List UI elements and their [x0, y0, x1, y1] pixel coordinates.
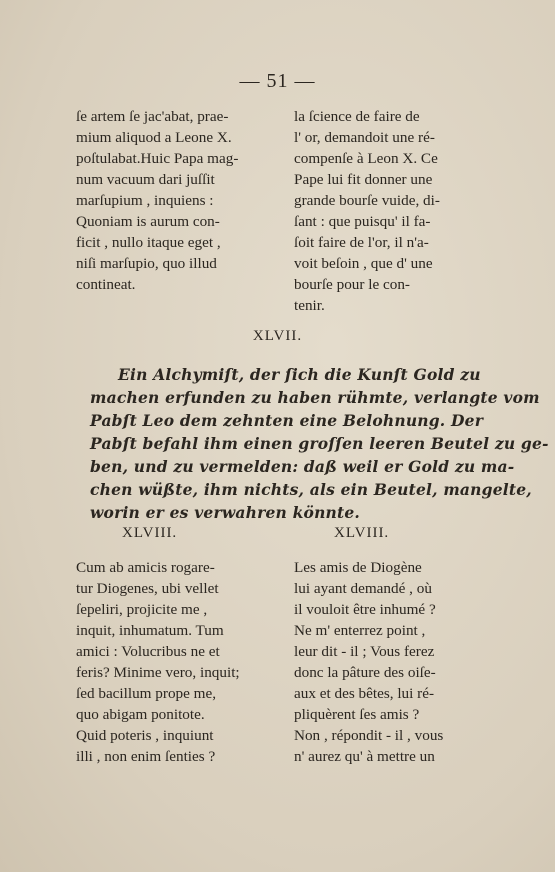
- text-line: niſi marſupio, quo illud: [76, 255, 217, 272]
- text-line: grande bourſe vuide, di-: [294, 192, 440, 209]
- text-line: amici : Volucribus ne et: [76, 643, 220, 660]
- text-line: mium aliquod a Leone X.: [76, 129, 232, 146]
- text-line: illi , non enim ſenties ?: [76, 748, 216, 765]
- text-line: ſe artem ſe jac'abat, prae-: [76, 108, 229, 125]
- text-line: feris? Minime vero, inquit;: [76, 664, 240, 681]
- french-column-47: [294, 106, 494, 316]
- text-line: l' or, demandoit une ré-: [294, 129, 435, 146]
- text-line: Quoniam is aurum con-: [76, 213, 220, 230]
- text-line: worin er es verwahren könnte.: [90, 503, 361, 522]
- text-line: Ne m' enterrez point ,: [294, 622, 426, 639]
- section-heading-48-french: XLVIII.: [334, 525, 390, 541]
- text-line: pliquèrent ſes amis ?: [294, 706, 420, 723]
- text-line: inquit, inhumatum. Tum: [76, 622, 224, 639]
- text-line: poſtulabat.Huic Papa mag-: [76, 150, 239, 167]
- text-line: num vacuum dari juſſit: [76, 171, 215, 188]
- text-line: donc la pâture des oiſe-: [294, 664, 436, 681]
- text-line: tenir.: [294, 297, 325, 314]
- text-line: Pape lui fit donner une: [294, 171, 433, 188]
- page-number: — 51 —: [239, 70, 316, 92]
- text-line: voit beſoin , que d' une: [294, 255, 433, 272]
- latin-column-48: [76, 557, 266, 767]
- text-line: Cum ab amicis rogare-: [76, 559, 215, 576]
- german-paragraph-47: [90, 363, 549, 524]
- text-line: contineat.: [76, 276, 136, 293]
- text-line: ſepeliri, projicite me ,: [76, 601, 208, 618]
- section-heading-47: XLVII.: [252, 328, 303, 344]
- text-line: ſoit faire de l'or, il n'a-: [294, 234, 429, 251]
- text-line: chen wüßte, ihm nichts, als ein Beutel, mangelte,: [90, 480, 532, 499]
- text-line: la ſcience de faire de: [294, 108, 420, 125]
- text-line: quo abigam ponitote.: [76, 706, 205, 723]
- text-line: bourſe pour le con-: [294, 276, 410, 293]
- text-line: ſed bacillum prope me,: [76, 685, 217, 702]
- text-line: compenſe à Leon X. Ce: [294, 150, 438, 167]
- text-line: marſupium , inquiens :: [76, 192, 214, 209]
- text-line: tur Diogenes, ubi vellet: [76, 580, 219, 597]
- text-line: leur dit - il ; Vous ferez: [294, 643, 435, 660]
- section-heading-48-latin: XLVIII.: [122, 525, 178, 541]
- text-line: Pabſt befahl ihm einen groſſen leeren Beutel zu ge-: [90, 434, 549, 453]
- text-line: aux et des bêtes, lui ré-: [294, 685, 435, 702]
- latin-column-47: [76, 106, 266, 295]
- text-line: Les amis de Diogène: [294, 559, 422, 576]
- text-line: Quid poteris , inquiunt: [76, 727, 214, 744]
- text-line: Non , répondit - il , vous: [294, 727, 444, 744]
- french-column-48: [294, 557, 494, 767]
- text-line: ſant : que puisqu' il fa-: [294, 213, 431, 230]
- text-line: ficit , nullo itaque eget ,: [76, 234, 221, 251]
- text-line: ben, und zu vermelden: daß weil er Gold zu ma-: [90, 457, 515, 476]
- text-line: machen erfunden zu haben rühmte, verlangte vom: [90, 388, 540, 407]
- text-line: Ein Alchymiſt, der ſich die Kunſt Gold zu: [118, 365, 481, 384]
- text-line: Pabſt Leo dem zehnten eine Belohnung. Der: [90, 411, 484, 430]
- text-line: il vouloit être inhumé ?: [294, 601, 436, 618]
- text-line: n' aurez qu' à mettre un: [294, 748, 435, 765]
- text-line: lui ayant demandé , où: [294, 580, 432, 597]
